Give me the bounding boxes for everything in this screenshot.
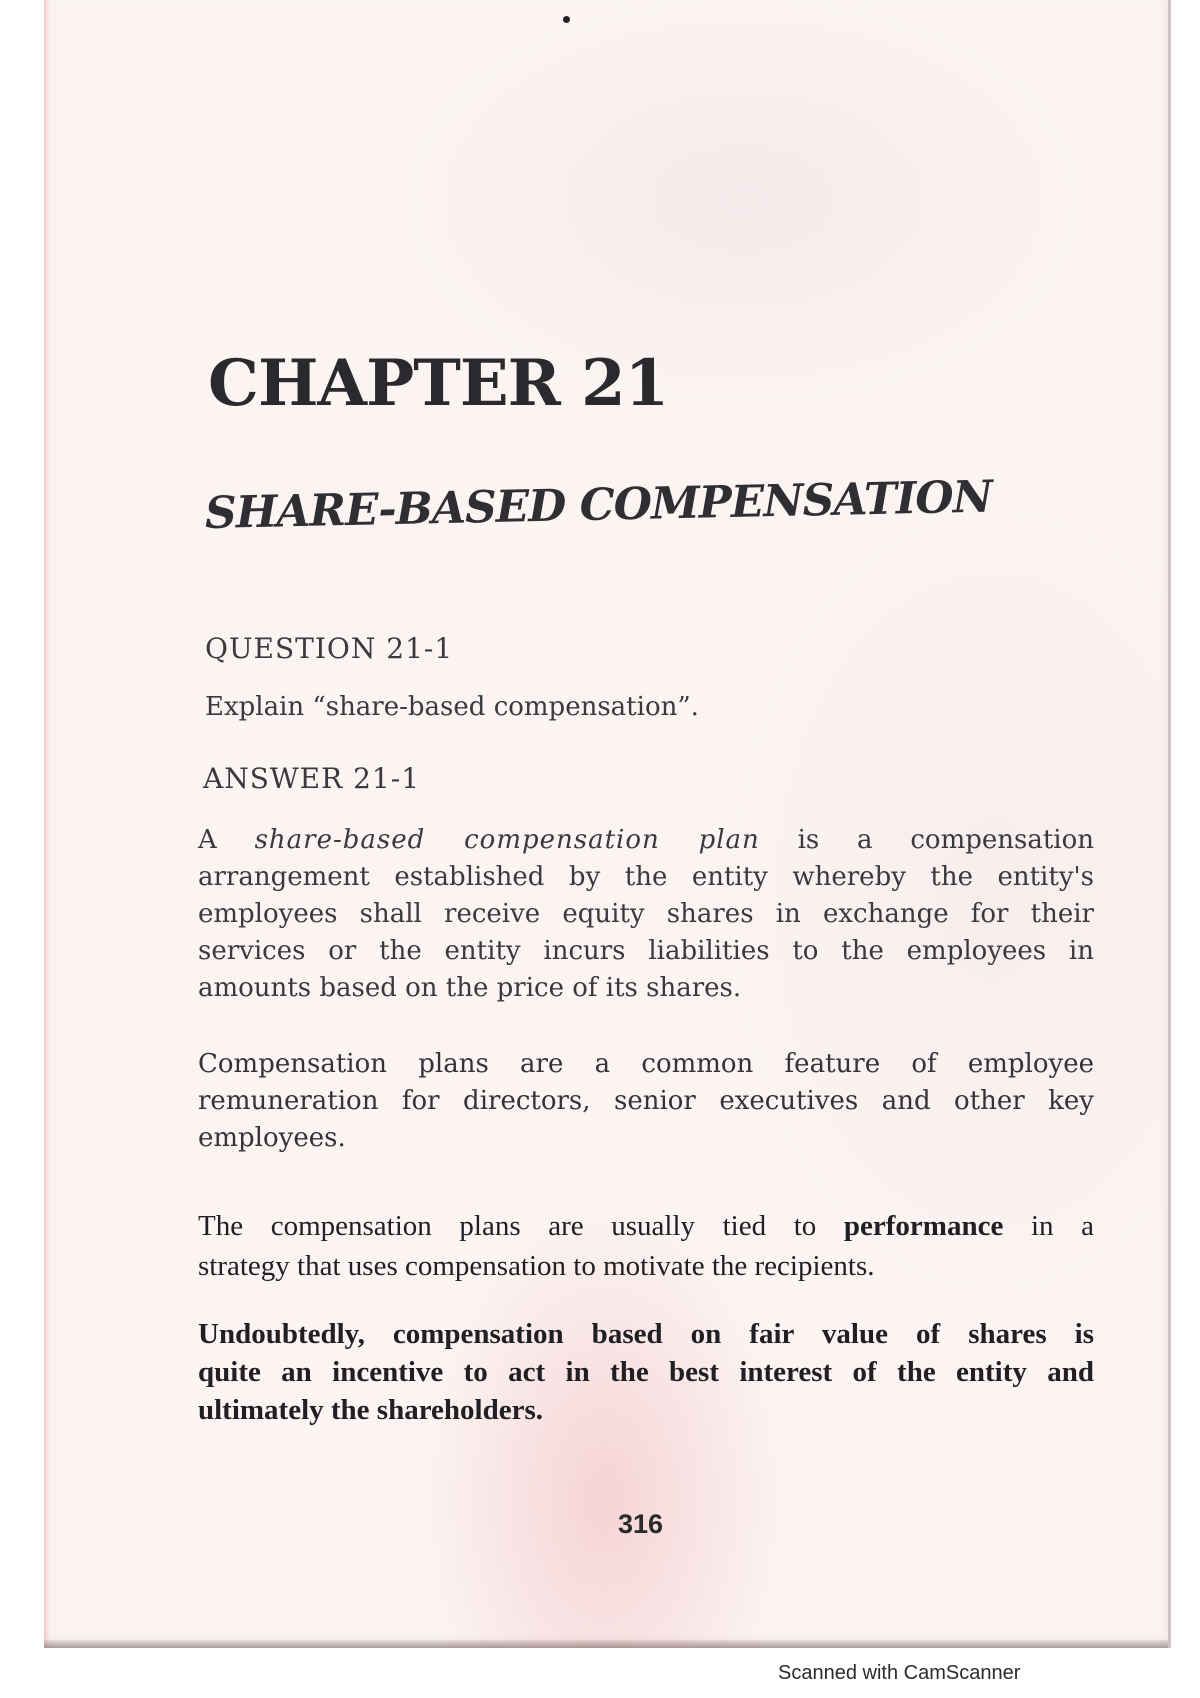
chapter-subtitle: SHARE-BASED COMPENSATION <box>204 471 993 539</box>
paragraph-line: strategy that uses compensation to motivate the recipients. <box>198 1250 875 1282</box>
lead-word: A <box>198 825 217 855</box>
answer-heading: ANSWER 21-1 <box>203 762 421 795</box>
answer-paragraph-1 <box>198 822 1094 1007</box>
paragraph-line: services or the entity incurs liabilities to the employees in <box>198 936 1094 966</box>
paper-bottom-edge <box>44 1640 1168 1648</box>
paragraph-line: employees shall receive equity shares in exchange for their <box>198 899 1094 929</box>
chapter-title: CHAPTER 21 <box>208 346 669 421</box>
paragraph-line: arrangement established by the entity whereby the entity's <box>198 862 1094 892</box>
answer-paragraph-2 <box>198 1046 1094 1157</box>
paper-left-edge <box>44 0 50 1648</box>
paragraph-line: quite an incentive to act in the best interest of the entity and <box>198 1356 1094 1388</box>
answer-paragraph-3 <box>198 1206 1094 1286</box>
paragraph-line: Compensation plans are a common feature of employee <box>198 1049 1094 1079</box>
line-text: The compensation plans are usually tied to <box>198 1210 817 1242</box>
paragraph-line <box>198 1206 1094 1246</box>
scanner-watermark: Scanned with CamScanner <box>778 1662 1021 1684</box>
line-text: in a <box>1030 1210 1095 1242</box>
line-text: is a compensation <box>797 825 1095 855</box>
paragraph-line: Undoubtedly, compensation based on fair value of shares is <box>198 1318 1094 1350</box>
page-number: 316 <box>618 1509 664 1539</box>
paragraph-line: remuneration for directors, senior executives and other key <box>198 1086 1094 1116</box>
ink-dot <box>563 16 570 23</box>
answer-paragraph-4 <box>198 1315 1094 1429</box>
paragraph-line <box>198 822 1094 859</box>
paragraph-line: amounts based on the price of its shares. <box>198 973 742 1003</box>
paragraph-line: ultimately the shareholders. <box>198 1394 544 1426</box>
question-heading: QUESTION 21-1 <box>205 632 454 665</box>
defined-term: share-based compensation plan <box>254 825 760 855</box>
question-text: Explain “share-based compensation”. <box>205 692 699 722</box>
paragraph-line: employees. <box>198 1123 346 1153</box>
emphasis-word: performance <box>843 1210 1004 1242</box>
